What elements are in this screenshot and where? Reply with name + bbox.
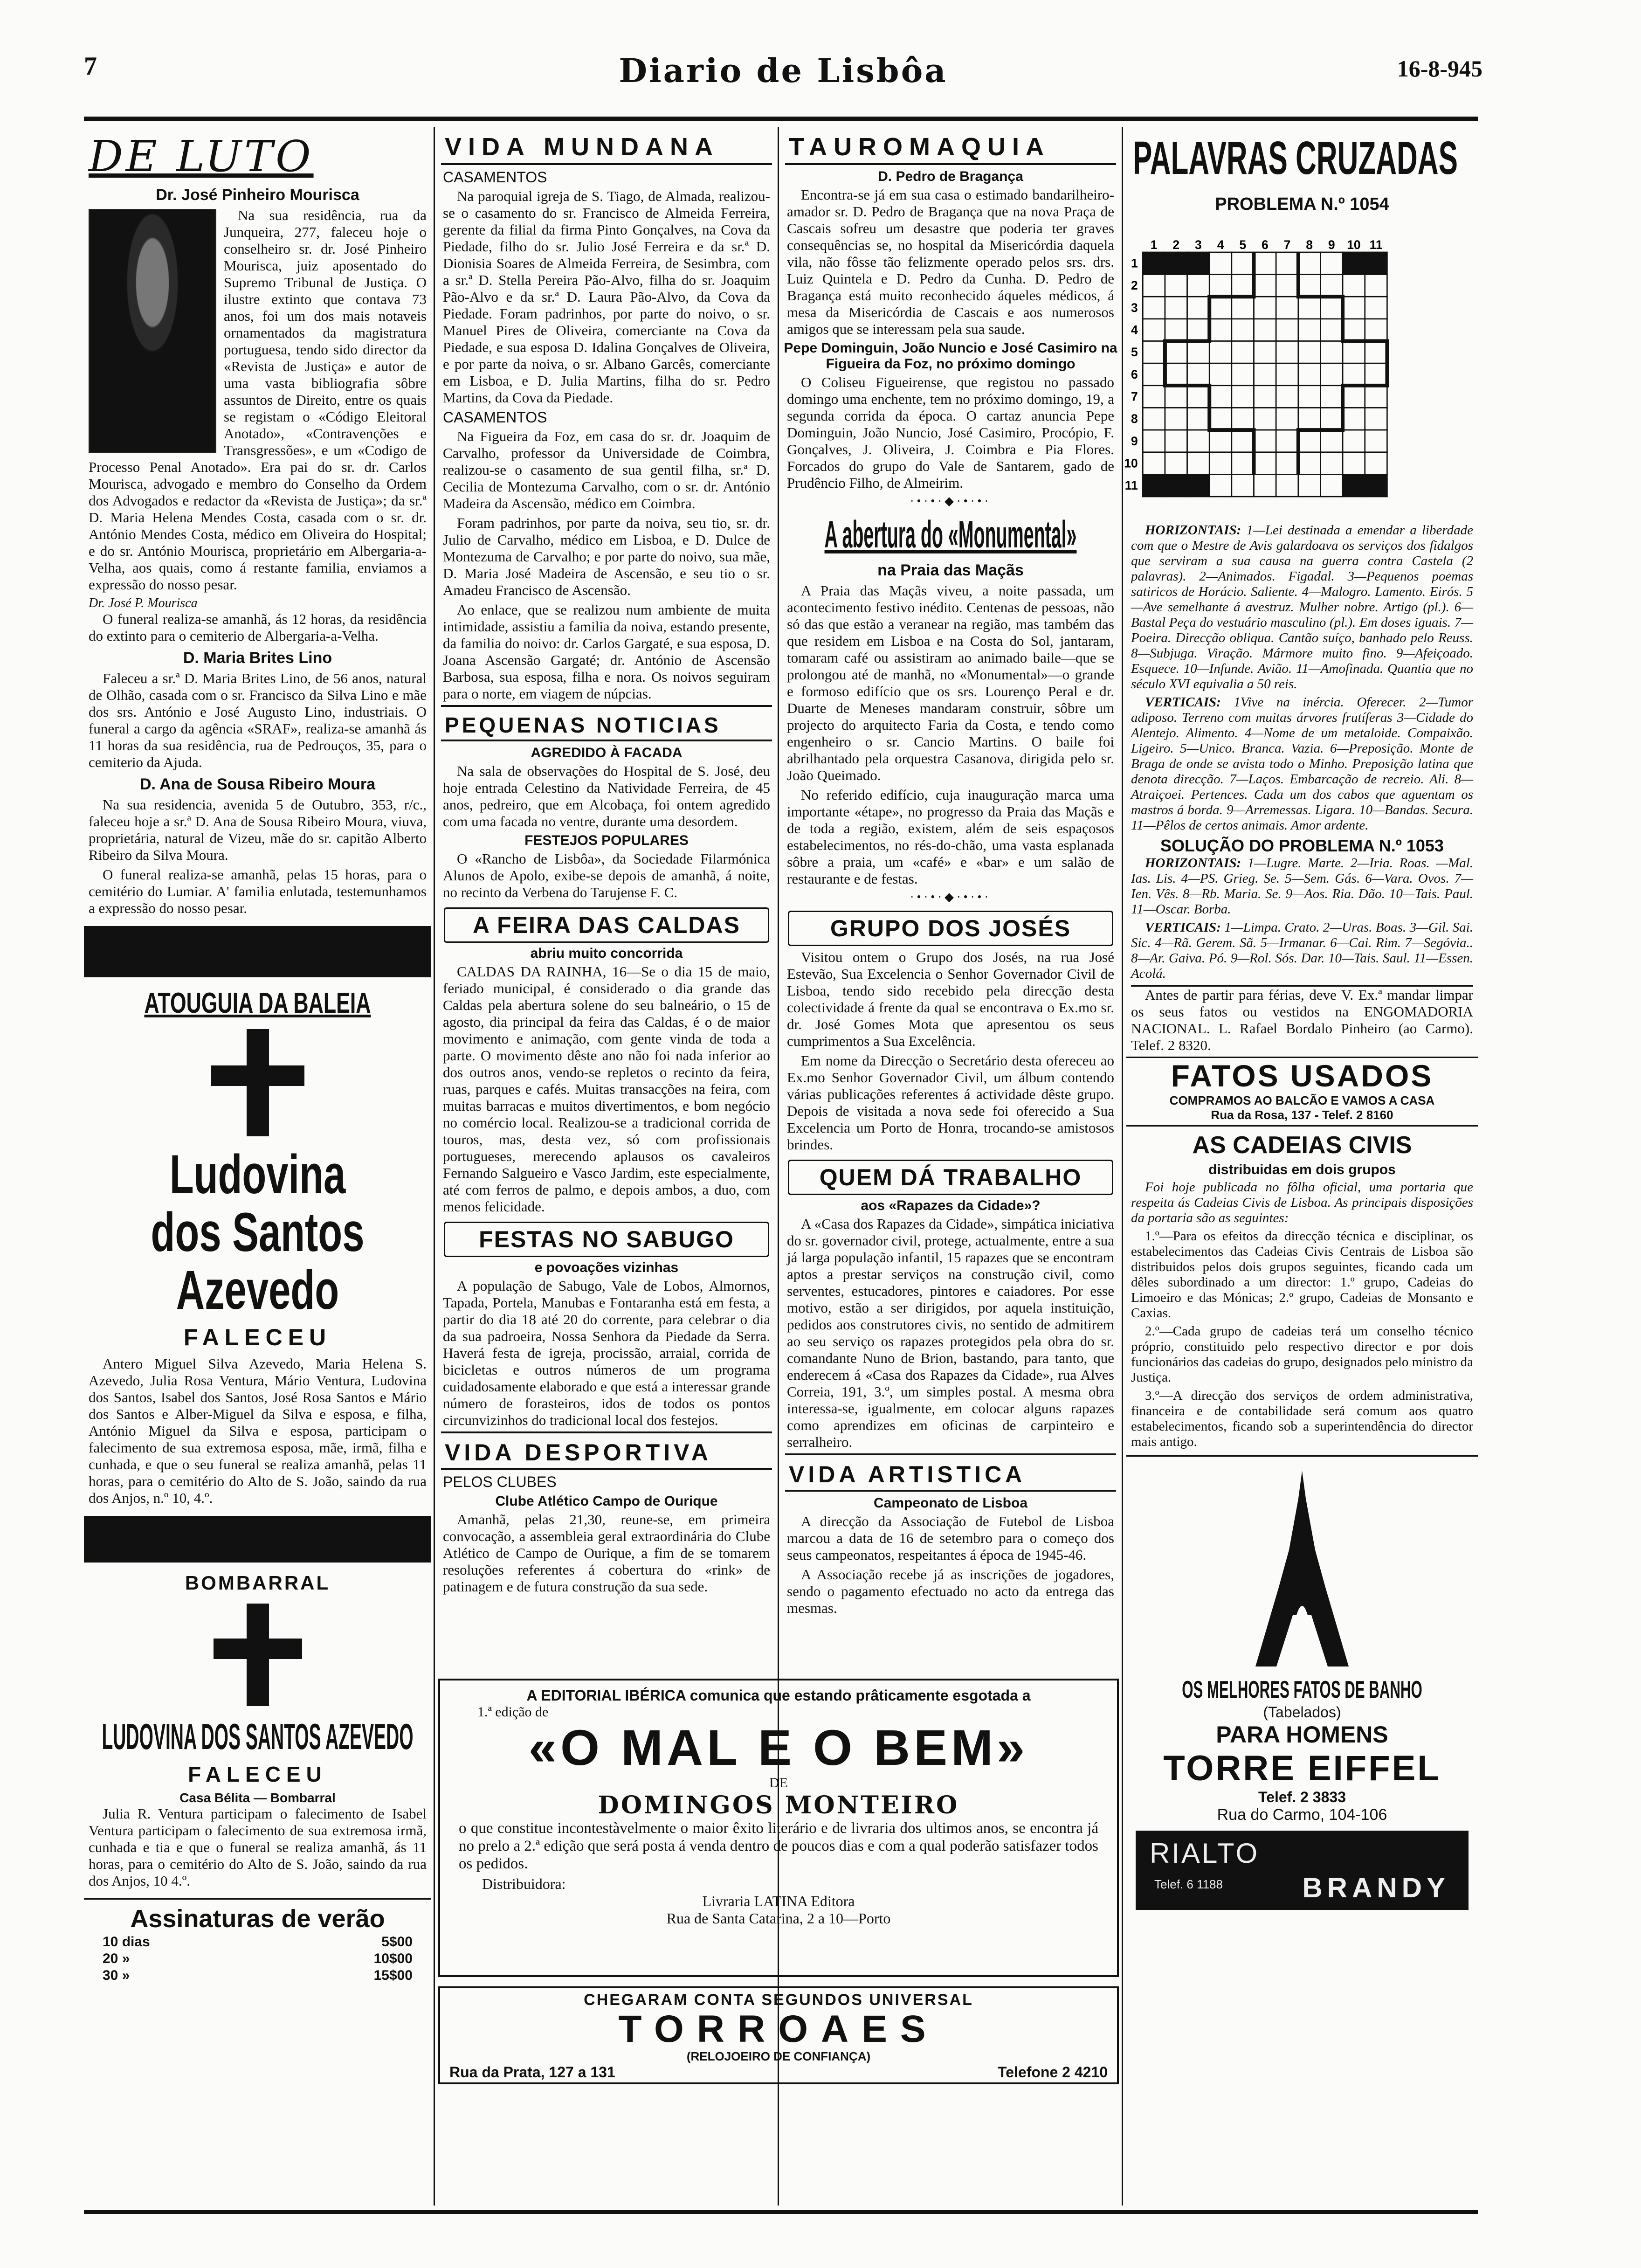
- crossword-row-number: 3: [1131, 300, 1138, 315]
- crossword-cell: [1343, 297, 1365, 319]
- crossword-cell: [1209, 408, 1232, 430]
- crossword-cell: [1143, 319, 1165, 341]
- crossword-cell: [1254, 386, 1276, 408]
- clue-label: VERTICAIS:: [1145, 695, 1221, 710]
- crossword-cell: [1143, 363, 1165, 386]
- article-title: QUEM DÁ TRABALHO: [788, 1160, 1113, 1195]
- crossword-cell: [1276, 474, 1298, 497]
- luto-title: DE LUTO: [89, 131, 314, 181]
- crossword-cell: [1298, 363, 1321, 386]
- crossword-cell: [1320, 297, 1343, 319]
- article-subtitle: distribuidas em dois grupos: [1208, 1162, 1396, 1177]
- crossword-cell: [1232, 363, 1254, 386]
- club-heading: Clube Atlético Campo de Ourique: [495, 1494, 718, 1509]
- crossword-cell: [1187, 319, 1210, 341]
- crossword-cell: [1276, 275, 1298, 297]
- crossword-cell: [1187, 452, 1210, 475]
- ad-body: o que constitue incontestàvelmente o maior êxito literário e de livraria dos ultimos anos, se encontra já no prelo a 2.ª edição que será posta á venda dentro de poucos dias e com a qual poderão satisfazer todos os pedidos.: [459, 1820, 1098, 1872]
- section-title: VIDA ARTISTICA: [785, 1453, 1116, 1492]
- cross-icon: [211, 1029, 304, 1136]
- crossword-cell: [1320, 363, 1343, 386]
- column-4: [1126, 127, 1478, 2206]
- crossword-row-number: 5: [1131, 345, 1138, 360]
- crossword-cell: [1209, 474, 1232, 497]
- crossword-cell: [1143, 386, 1165, 408]
- crossword-cell: [1143, 275, 1165, 297]
- crossword-cell: [1209, 275, 1232, 297]
- ad-line: PARA HOMENS: [1216, 1722, 1388, 1748]
- deceased-name: Ludovina dos Santos: [151, 1144, 365, 1263]
- book-title: «O MAL E O BEM»: [528, 1719, 1029, 1776]
- crossword-row-number: 1: [1131, 256, 1138, 270]
- crossword-cell: [1232, 474, 1254, 497]
- crossword-row-number: 2: [1131, 278, 1138, 293]
- page-number: 7: [84, 52, 97, 81]
- crossword-cell: [1254, 430, 1276, 452]
- ad-line: OS MELHORES FATOS DE BANHO: [1182, 1676, 1422, 1703]
- crossword-cell: [1254, 275, 1276, 297]
- crossword-cell: [1143, 474, 1165, 497]
- article-title: A FEIRA DAS CALDAS: [444, 907, 769, 943]
- crossword-cell: [1365, 341, 1387, 364]
- rate-row: 30 » 15$00: [103, 1968, 413, 1983]
- issue-date: 16-8-945: [1397, 55, 1482, 82]
- notice-place: BOMBARRAL: [185, 1572, 331, 1594]
- ad-line: Rua de Santa Catarina, 2 a 10—Porto: [666, 1910, 891, 1927]
- black-bar: [84, 1516, 431, 1563]
- crossword-cell: [1187, 252, 1210, 275]
- faleceu-label: FALECEU: [188, 1762, 327, 1786]
- crossword-cell: [1276, 363, 1298, 386]
- obituary-text: Na sua residência, rua da Junqueira, 277, faleceu hoje o conselheiro sr. dr. José Pinheiro Mourisca, juiz aposentado do Supremo Tribunal de Justiça. O ilustre extinto que contava 73 anos, foi um dos mais notaveis ornamentados da magistratura portuguesa, tendo sido director da «Revista de Justiça» e autor de uma vasta bibliografia sôbre assuntos de Direito, entre os quais se registam o «Código Eleitoral Anotado», «Contravenções e Transgressões», e um «Codigo de Processo Penal Anotado». Era pai do sr. dr. Carlos Mourisca, advogado e membro do Conselho da Ordem dos Advogados e redactor da «Revista de Justiça»; da sr.ª D. Maria Helena Mendes Costa, casada com o sr. dr. António Mendes Costa, médico em Oliveira do Hospital; e do sr. António Mourisca, proprietário em Albergaria-a-Velha, aos quais, como á restante familia, enviamos a expressão do nosso pesar.: [89, 207, 427, 593]
- obituary-funeral: O funeral realiza-se amanhã, pelas 15 horas, para o cemitério do Lumiar. A' familia enlutada, testemunhamos a expressão do nosso pesar.: [89, 866, 427, 916]
- section-title: TAUROMAQUIA: [785, 127, 1116, 165]
- section-title: PEQUENAS NOTICIAS: [441, 705, 772, 741]
- crossword-cell: [1365, 319, 1387, 341]
- crossword-cell: [1165, 452, 1187, 475]
- crossword-cell: [1320, 452, 1343, 475]
- news-heading: Pepe Dominguin, João Nuncio e José Casimiro na Figueira da Foz, no próximo domingo: [784, 340, 1117, 372]
- crossword-cell: [1254, 474, 1276, 497]
- article-text: Na paroquial igreja de S. Tiago, de Almada, realizou-se o casamento do sr. Francisco de Almeida Ferreira, gerente da filial da firma Pinto Gonçalves, na Cova da Piedade, filho do sr. Julio José Ferreira e da sr.ª D. Dionisia Soares de Almeida Ferreira, de Sesimbra, com a sr.ª D. Stella Pereira Pão-Alvo, filha do sr. Joaquim Pão-Alvo e da sr.ª D. Laura Pão-Alvo, da Cova da Piedade. Foram padrinhos, por parte do noivo, o sr. Manuel Pires de Oliveira, comerciante na Cova da Piedade, e sua esposa D. Idalina Gonçalves de Oliveira, e por parte da noiva, o sr. Albano Garcês, comerciante em Lisboa, e D. Julia Martins, filha do sr. Pedro Martins, da Cova da Piedade.: [443, 188, 770, 406]
- notice-place: ATOUGUIA DA BALEIA: [144, 987, 371, 1019]
- ad-line: (Tabelados): [1263, 1704, 1341, 1721]
- article-text: CALDAS DA RAINHA, 16—Se o dia 15 de maio, feriado municipal, é considerado o dia grande das Caldas pela abertura solene do seu balneário, o 15 de agosto, dia principal da feira das Caldas, é o de maior movimento e animação, com gente vinda de toda a parte. O movimento dêste ano não foi nada inferior ao dos outros anos, vendo-se repletos o recinto da feira, ruas, parques e cafés. Muitas transacções na feira, com muitas barracas e muitos divertimentos, e bom negócio no comércio local. Realizou-se a tradicional corrida de touros, mas, desta vez, só com profissionais portugueses, merecendo aplausos os cavaleiros Fernando Salgueiro e Vasco Jardim, este especialmente, até com ferros de palmo, e depois ambos, a duo, com menos felicidade.: [443, 963, 770, 1215]
- article-text: A Associação recebe já as inscrições de jogadores, sendo o pagamento efectuado no acto da entrega das mesmas.: [787, 1566, 1114, 1616]
- article-text: A «Casa dos Rapazes da Cidade», simpática iniciativa do sr. governador civil, protege, actualmente, entre a sua já larga população infantil, 15 rapazes que se encontram aptos a prestar serviços na construção civil, como serventes, estucadores, pintores e caiadores. Por esse motivo, estão a ser dirigidos, por aquela instituição, pedidos aos construtores civis, no sentido de admitirem ao seu serviço os rapazes protegidos pela obra do sr. comandante Nuno de Brion, bastando, para tanto, que enderecem á «Casa dos Rapazes da Cidade», rua Alves Correia, 191, 3.º, um simples postal. A mesma obra interessa-se, igualmente, em colocar alguns rapazes como aprendizes em oficinas de carpinteiro e serralheiro.: [787, 1216, 1114, 1450]
- crossword-cell: [1365, 252, 1387, 275]
- article-text: Foi hoje publicada no fôlha oficial, uma portaria que respeita ás Cadeias Civis de Lisboa. As principais disposições da portaria são as seguintes:: [1131, 1180, 1473, 1225]
- torroaes-ad: [438, 1986, 1119, 2084]
- obituary-heading: Dr. José Pinheiro Mourisca: [156, 186, 359, 204]
- crossword-cell: [1298, 275, 1321, 297]
- crossword-cell: [1343, 408, 1365, 430]
- crossword-cell: [1320, 386, 1343, 408]
- crossword-cell: [1232, 297, 1254, 319]
- crossword-cell: [1298, 341, 1321, 364]
- section-title: VIDA DESPORTIVA: [441, 1431, 772, 1470]
- crossword-column-number: 3: [1195, 237, 1202, 252]
- news-heading: FESTEJOS POPULARES: [524, 833, 689, 848]
- crossword-cell: [1365, 363, 1387, 386]
- article-text: Ao enlace, que se realizou num ambiente de muita intimidade, assistiu a familia da noiva, estando presente, da familia do noivo: dr. Carlos Gargaté, e sua esposa, D. Joana Ascensão Gargaté; dr. António de Ascensão Barbosa, sua esposa, filha e nora. Os noivos seguiram para o norte, em viagem de núpcias.: [443, 602, 770, 702]
- eiffel-tower-icon: [1232, 1466, 1372, 1671]
- notice-text: Antero Miguel Silva Azevedo, Maria Helena S. Azevedo, Julia Rosa Ventura, Mário Ventura, Ludovina dos Santos, Isabel dos Santos, José Rosa Santos e Mário dos Santos e Alber-Miguel da Silva e esposa, e filha, António Miguel da Silva e esposa, participam o falecimento de sua extremosa esposa, mãe, irmã, filha e cunhada, e que o seu funeral se realiza amanhã, pelas 11 horas, para o cemitério do Alto de S. João, saindo da rua dos Anjos, n.º 10, 4.º.: [89, 1355, 427, 1506]
- obituary-funeral: O funeral realiza-se amanhã, ás 12 horas, da residência do extinto para o cemiterio de Albergaria-a-Velha.: [89, 611, 427, 644]
- clue-label: HORIZONTAIS:: [1145, 856, 1241, 871]
- crossword-column-number: 11: [1369, 237, 1383, 252]
- article-text: 3.º—A direcção dos serviços de ordem administrativa, financeira e de contabilidade será comum aos quatro estabelecimentos, ficando sob a superintendência do director mais antigo.: [1131, 1388, 1473, 1449]
- crossword-cell: [1365, 474, 1387, 497]
- crossword-column-number: 5: [1239, 237, 1247, 252]
- article-text: A Praia das Maçãs viveu, a noite passada, um acontecimento festivo inédito. Centenas de pessoas, não só das que estão a veranear na região, mas também das que residem em Lisboa e na Costa do Sol, jantaram, tomaram café ou assistiram ao animado baile—que se prolongou até de manhã, no «Monumental»—o grande e formoso edifício que os srs. Lourenço Peral e dr. Duarte de Meneses mandaram construir, sôbre um projecto do arquitecto Faria da Costa, e tendo como engenheiro o sr. Cancio Martins. O baile foi abrilhantado pela orquestra Casanova, dirigida pelo sr. João Queimado.: [787, 582, 1114, 783]
- crossword-cell: [1276, 408, 1298, 430]
- masthead: [84, 51, 1482, 103]
- crossword-cell: [1232, 252, 1254, 275]
- column-2: [438, 127, 775, 1735]
- article-text: Na sala de observações do Hospital de S. José, deu hoje entrada Celestino da Natividade Ferreira, de 45 anos, pedreiro, que em Alcobaça, foi ontem agredido com uma facada no ventre, durante uma desordem.: [443, 763, 770, 830]
- ad-line: CHEGARAM CONTA SEGUNDOS UNIVERSAL: [584, 1991, 973, 2009]
- crossword-cell: [1343, 430, 1365, 452]
- ad-line: Telef. 2 3833: [1258, 1789, 1346, 1805]
- crossword-cell: [1165, 341, 1187, 364]
- article-title: GRUPO DOS JOSÉS: [788, 911, 1113, 946]
- deceased-name: Azevedo: [176, 1259, 339, 1321]
- crossword-cell: [1232, 452, 1254, 475]
- article-text: Em nome da Direcção o Secretário desta ofereceu ao Ex.mo Senhor Governador Civil, um álbum contendo várias publicações referentes á actividade dêste grupo. Depois de visitada a nova sede foi oferecido a Sua Excelencia um Porto de Honra, trocando-se amistosos brindes.: [787, 1052, 1114, 1153]
- store-name: TORROAES: [618, 2008, 939, 2050]
- crossword-row-number: 4: [1131, 323, 1138, 337]
- crossword-cell: [1254, 452, 1276, 475]
- crossword-cell: [1343, 275, 1365, 297]
- portrait-photo: [89, 209, 216, 453]
- crossword-cell: [1165, 363, 1187, 386]
- crossword-row-number: 7: [1131, 389, 1138, 404]
- ad-line: A EDITORIAL IBÉRICA comunica que estando prâticamente esgotada a: [526, 1687, 1031, 1704]
- crossword-cell: [1209, 386, 1232, 408]
- cross-icon: [214, 1604, 302, 1706]
- crossword-cell: [1232, 386, 1254, 408]
- crossword-cell: [1254, 319, 1276, 341]
- article-text: A população de Sabugo, Vale de Lobos, Almornos, Tapada, Portela, Manubas e Fontaranha está em festa, a partir do dia 18 até 20 do corrente, para celebrar o dia da sua padroeira, Nossa Senhora da Piedade da Serra. Haverá festa de igreja, procissão, arraial, corrida de bicicletas e outros números de um programa cuidadosamente elaborado e que está a interessar grande número de forasteiros, idos de todos os pontos circunvizinhos do tradicional local dos festejos.: [443, 1278, 770, 1428]
- crossword-cell: [1143, 408, 1165, 430]
- crossword-cell: [1276, 297, 1298, 319]
- contact-row: Rua da Prata, 127 a 131 Telefone 2 4210: [449, 2064, 1108, 2081]
- subsection-label: PELOS CLUBES: [443, 1473, 557, 1490]
- notice-subtitle: Casa Bélita — Bombarral: [179, 1791, 336, 1805]
- crossword-cell: [1343, 363, 1365, 386]
- deceased-name: LUDOVINA DOS SANTOS AZEVEDO: [102, 1716, 414, 1757]
- article-text: 1.º—Para os efeitos da direcção técnica e disciplinar, os estabelecimentos das Cadeias Civis Centrais de Lisboa são distribuidos pelos dois grupos seguintes, ficando cada um dêles subordinado a um director: 1.º grupo, Cadeias do Limoeiro e das Mónicas; 2.º grupo, Cadeias de Monsanto e Caxias.: [1131, 1229, 1473, 1321]
- crossword-cell: [1298, 408, 1321, 430]
- photo-caption: Dr. José P. Mourisca: [89, 596, 198, 610]
- article-text: Visitou ontem o Grupo dos Josés, na rua José Estevão, Sua Excelencia o Senhor Governador Civil de Lisboa, tendo sido recebido pela direcção desta colectividade á frente da qual se encontrava o Ex.mo sr. dr. José Gomes Mota que apresentou os seus cumprimentos a Sua Excelência.: [787, 949, 1114, 1049]
- crossword-cell: [1187, 430, 1210, 452]
- black-bar: [84, 926, 431, 977]
- solution-title: SOLUÇÃO DO PROBLEMA N.º 1053: [1160, 836, 1444, 855]
- article-text: 2.º—Cada grupo de cadeias terá um conselho técnico próprio, constituido pelo respectivo director e por dois funcionários das cadeias do grupo, designados pelo ministro da Justiça.: [1131, 1324, 1473, 1385]
- article-text: O Coliseu Figueirense, que registou no passado domingo uma enchente, tem no próximo domingo, 19, a segunda corrida da época. O cartaz anuncia Pepe Dominguin, João Nuncio, José Casimiro, Procópio, F. Gonçalves, J. Oliveira, J. Coimbra e Pia Flores. Forcados do grupo do Vale de Santarem, gado de Prudêncio Filho, de Almeirim.: [787, 374, 1114, 491]
- crossword-cell: [1187, 408, 1210, 430]
- subscriptions-title: Assinaturas de verão: [130, 1905, 385, 1933]
- article-text: A direcção da Associação de Futebol de Lisboa marcou a data de 16 de setembro para o começo dos seus campeonatos, respeitantes á época de 1945-46.: [787, 1513, 1114, 1563]
- book-author: DOMINGOS MONTEIRO: [598, 1791, 959, 1819]
- ad-line: Rua do Carmo, 104-106: [1217, 1806, 1387, 1824]
- crossword-cell: [1276, 319, 1298, 341]
- brand-name: RIALTO: [1150, 1838, 1260, 1869]
- crossword-column-number: 1: [1150, 237, 1158, 252]
- article-text: Encontra-se já em sua casa o estimado bandarilheiro-amador sr. D. Pedro de Bragança que na nova Praça de Cascais sofreu um desastre que poderia ter graves consequências se, no hospital da Misericórdia daquela vila, não fôsse tão felizmente operado pelos srs. drs. Luiz Quintela e D. Pedro da Cunha. D. Pedro de Bragança está muito reconhecido áqueles médicos, á mesa da Misericórdia de Cascais e aos numerosos amigos que se interessam pela sua saude.: [787, 187, 1114, 337]
- article-text: No referido edifício, cuja inauguração marca uma importante «étape», no progresso da Praia das Maçãs e de toda a região, existem, além de seis espaçosos estabelecimentos, no rés-do-chão, uma vasta esplanada sôbre a praia, um «café» e «bar» e um salão de restaurante e de festas.: [787, 787, 1114, 887]
- phone: Telef. 6 1188: [1154, 1877, 1223, 1891]
- crossword-cell: [1343, 341, 1365, 364]
- news-heading: D. Pedro de Bragança: [878, 169, 1023, 184]
- article-subtitle: e povoações vizinhas: [534, 1260, 679, 1275]
- crossword-cell: [1232, 408, 1254, 430]
- crossword-cell: [1365, 275, 1387, 297]
- article-title: A abertura do «Monumental»: [824, 513, 1077, 556]
- crossword-cell: [1276, 386, 1298, 408]
- subsection-label: CASAMENTOS: [443, 169, 547, 186]
- ad-line: Rua da Rosa, 137 - Telef. 2 8160: [1126, 1108, 1478, 1127]
- article-subtitle: abriu muito concorrida: [530, 946, 683, 961]
- rate-row: 10 dias 5$00: [103, 1934, 413, 1950]
- crossword-cell: [1254, 297, 1276, 319]
- clue-label: HORIZONTAIS:: [1145, 523, 1241, 538]
- obituary-text: Faleceu a sr.ª D. Maria Brites Lino, de 56 anos, natural de Olhão, casada com o sr. Francisco da Silva Lino e mãe dos srs. António e José Augusto Lino, industriais. O funeral a cargo da agência «SRAF», realiza-se amanhã ás 11 horas da sua residência, rua de Pedrouços, 35, para o cemiterio da Ajuda.: [89, 670, 427, 770]
- crossword-column-number: 8: [1306, 237, 1313, 252]
- column-rule: [1122, 127, 1123, 2206]
- ornament-divider: ·•·•·◆·•·•·: [910, 890, 992, 904]
- crossword-cell: [1320, 474, 1343, 497]
- crossword-cell: [1143, 341, 1165, 364]
- ad-line: COMPRAMOS AO BALCÃO E VAMOS A CASA: [1169, 1093, 1435, 1107]
- ad-line: Livraria LATINA Editora: [702, 1893, 855, 1909]
- crossword-column-number: 9: [1328, 237, 1335, 252]
- crossword-cell: [1209, 430, 1232, 452]
- crossword-cell: [1343, 319, 1365, 341]
- news-heading: AGREDIDO À FACADA: [531, 745, 683, 761]
- crossword-cell: [1209, 363, 1232, 386]
- crossword-cell: [1209, 252, 1232, 275]
- crossword-cell: [1320, 430, 1343, 452]
- crossword-cell: [1165, 297, 1187, 319]
- crossword-grid: [1126, 218, 1406, 517]
- crossword-row-number: 10: [1124, 456, 1138, 470]
- obituary-heading: D. Maria Brites Lino: [183, 649, 332, 667]
- crossword-cell: [1343, 474, 1365, 497]
- crossword-column-number: 2: [1172, 237, 1180, 252]
- crossword-cell: [1209, 319, 1232, 341]
- column-3: [782, 127, 1119, 1735]
- page-frame: [84, 117, 1478, 2214]
- crossword-cell: [1143, 430, 1165, 452]
- rialto-brandy-ad: [1136, 1831, 1469, 1910]
- crossword-cell: [1343, 452, 1365, 475]
- crossword-cell: [1143, 297, 1165, 319]
- crossword-cell: [1187, 363, 1210, 386]
- crossword-column-number: 7: [1283, 237, 1291, 252]
- crossword-cell: [1165, 252, 1187, 275]
- ferias-notice: Antes de partir para férias, deve V. Ex.ª mandar limpar os seus fatos ou vestidos na ENGOMADORIA NACIONAL. L. Rafael Bordalo Pinheiro (ao Carmo). Telef. 2 8320.: [1131, 987, 1473, 1053]
- crossword-cell: [1365, 408, 1387, 430]
- ad-line: DE: [769, 1775, 788, 1791]
- fatos-title: FATOS USADOS: [1126, 1057, 1478, 1093]
- clue-label: VERTICAIS:: [1145, 920, 1221, 935]
- crossword-cell: [1187, 297, 1210, 319]
- article-title: FESTAS NO SABUGO: [444, 1222, 769, 1257]
- obituary-text: Na sua residencia, avenida 5 de Outubro, 353, r/c., faleceu hoje a sr.ª D. Ana de Sousa Ribeiro Moura, viuva, proprietária, natural de Vizeu, mãe do sr. capitão Alberto Ribeiro da Silva Moura.: [89, 796, 427, 863]
- crossword-row-number: 6: [1131, 367, 1138, 381]
- crossword-cell: [1343, 252, 1365, 275]
- crossword-cell: [1298, 252, 1321, 275]
- subscriptions-box: [84, 1898, 431, 1984]
- crossword-cell: [1187, 474, 1210, 497]
- crossword-cell: [1143, 252, 1165, 275]
- crossword-row-number: 9: [1131, 434, 1138, 448]
- crossword-cell: [1232, 341, 1254, 364]
- crossword-cell: [1298, 319, 1321, 341]
- crossword-cell: [1254, 252, 1276, 275]
- crossword-row-number: 8: [1131, 412, 1138, 426]
- crossword-cell: [1143, 452, 1165, 475]
- crossword-cell: [1165, 319, 1187, 341]
- crossword-cell: [1365, 430, 1387, 452]
- clues-down: 1Vive na inércia. Oferecer. 2—Tumor adiposo. Terreno com muitas árvores frutíferas 3—Cidade do Alentejo. Alimento. 4—Nome de um metaloide. Compaixão. Ligeiro. 5—Unico. Branca. Vazia. 6—Preposição. Monte de Braga de onde se avista todo o Minho. Preposição latina que denota direcção. 7—Laços. Embarcação de recreio. Ali. 8—Atraiçoei. Pertences. Cada um dos cabos que aguentam os mastros á borda. 9—Arremessas. Ligara. 10—Bandas. Secura. 11—Pêlos de certos animais. Amor ardente.: [1131, 695, 1473, 833]
- clues-across: 1—Lei destinada a emendar a liberdade com que o Mestre de Avis galardoava os serviços dos fidalgos que serviram a sua causa na guerra contra Castela (2 palavras). 2—Animados. Figadal. 3—Pequenos poemas satiricos de Horácio. Saliente. 4—Malogro. Lamento. Eirós. 5—Ave semelhante á avestruz. Mulher nobre. Artigo (pl.). 6—Bastal Peça do vestuário masculino (pl.). Em doses iguais. 7—Poeira. Direcção obliqua. Cantão suíço, banhado pelo Reuss. 8—Subjuga. Viração. Mármore muito fino. 9—Afeiçoado. Esquece. 10—Infunde. Avião. 11—Amofinada. Quantia que no século XVI equivalia a 50 reis.: [1131, 523, 1474, 691]
- crossword-cell: [1320, 341, 1343, 364]
- crossword-cell: [1320, 275, 1343, 297]
- crossword-cell: [1165, 474, 1187, 497]
- crossword-cell: [1276, 252, 1298, 275]
- crossword-cell: [1232, 430, 1254, 452]
- article-subtitle: Campeonato de Lisboa: [873, 1495, 1028, 1511]
- ad-line: (RELOJOEIRO DE CONFIANÇA): [686, 2049, 871, 2063]
- column-1: [84, 127, 431, 2206]
- crossword-column-number: 10: [1347, 237, 1361, 252]
- crossword-cell: [1254, 363, 1276, 386]
- subsection-label: CASAMENTOS: [443, 409, 547, 426]
- article-text: O «Rancho de Lisbôa», da Sociedade Filarmónica Alunos de Apolo, exibe-se depois de amanhã, á noite, no recinto da Verbena do Tarujense F. C.: [443, 850, 770, 900]
- crossword-cell: [1165, 408, 1187, 430]
- store-name: TORRE EIFFEL: [1163, 1749, 1441, 1788]
- crossword-cell: [1232, 319, 1254, 341]
- crossword-cell: [1187, 386, 1210, 408]
- notice-text: Julia R. Ventura participam o falecimento de Isabel Ventura participam o falecimento de sua extremosa irmã, cunhada e tia e que o funeral se realiza amanhã, ás 11 horas, para o cemitério do Alto de S. João, saindo da rua dos Anjos, 10 4.º.: [89, 1805, 427, 1889]
- faleceu-label: FALECEU: [183, 1324, 332, 1350]
- crossword-column-number: 4: [1217, 237, 1224, 252]
- brand-product: BRANDY: [1302, 1872, 1450, 1903]
- crossword-cell: [1276, 430, 1298, 452]
- crossword-cell: [1298, 386, 1321, 408]
- crossword-cell: [1165, 275, 1187, 297]
- crossword-row-number: 11: [1124, 478, 1138, 493]
- solution-across: 1—Lugre. Marte. 2—Iria. Roas. —Mal. Ias. Lis. 4—PS. Grieg. Se. 5—Sem. Gás. 6—Vara. Ovos. 7—Ien. Vês. 8—Rb. Maria. Se. 9—Aos. Ria. Dão. 10—Tais. Paul. 11—Oscar. Borba.: [1131, 856, 1474, 917]
- crossword-cell: [1320, 319, 1343, 341]
- crossword-cell: [1209, 297, 1232, 319]
- article-text: Foram padrinhos, por parte da noiva, seu tio, sr. dr. Julio de Carvalho, médico em Lisboa, e D. Dulce de Montezuma de Carvalho; e por parte do noivo, sua mãe, D. Maria José Madeira de Ascensão, e seu tio o sr. Amadeu Francisco de Ascensão.: [443, 515, 770, 598]
- article-subtitle: na Praia das Maçãs: [877, 561, 1024, 579]
- crossword-cell: [1298, 474, 1321, 497]
- ad-line: 1.ª edição de: [477, 1704, 549, 1720]
- crossword-cell: [1298, 297, 1321, 319]
- article-subtitle: aos «Rapazes da Cidade»?: [861, 1198, 1041, 1213]
- crossword-title: PALAVRAS CRUZADAS: [1133, 132, 1458, 184]
- crossword-cell: [1165, 430, 1187, 452]
- crossword-cell: [1298, 452, 1321, 475]
- section-title: VIDA MUNDANA: [441, 127, 772, 165]
- crossword-cell: [1232, 275, 1254, 297]
- article-text: Na Figueira da Foz, em casa do sr. dr. Joaquim de Carvalho, professor da Universidade de Coimbra, realizou-se o casamento de sua gentil filha, sr.ª D. Cecilia de Montezuma Carvalho, com o sr. dr. António Madeira da Ascensão, médico em Coimbra.: [443, 428, 770, 512]
- crossword-cell: [1187, 275, 1210, 297]
- newspaper-title: Diario de Lisbôa: [619, 51, 948, 90]
- torre-eiffel-ad: [1126, 1455, 1478, 1824]
- problem-number: PROBLEMA N.º 1054: [1215, 194, 1389, 214]
- obituary-heading: D. Ana de Sousa Ribeiro Moura: [139, 775, 376, 793]
- crossword-column-number: 6: [1261, 237, 1269, 252]
- crossword-cell: [1343, 386, 1365, 408]
- crossword-cell: [1209, 452, 1232, 475]
- article-text: Amanhã, pelas 21,30, reune-se, em primeira convocação, a assembleia geral extraordinária do Clube Atlético de Campo de Ourique, a fim de se tomarem resoluções referentes á cobertura do «rink» de patinagem e de futura construção da sua sede.: [443, 1511, 770, 1595]
- crossword-cell: [1187, 341, 1210, 364]
- crossword-cell: [1298, 430, 1321, 452]
- article-title: AS CADEIAS CIVIS: [1192, 1132, 1412, 1159]
- crossword-cell: [1276, 341, 1298, 364]
- crossword-cell: [1165, 386, 1187, 408]
- crossword-cell: [1365, 297, 1387, 319]
- editorial-ad: [438, 1679, 1119, 1977]
- crossword-cell: [1320, 408, 1343, 430]
- crossword-cell: [1254, 408, 1276, 430]
- rate-row: 20 » 10$00: [103, 1951, 413, 1966]
- ad-line: Distribuidora:: [482, 1875, 566, 1892]
- ornament-divider: ·•·•·◆·•·•·: [910, 494, 992, 508]
- crossword-cell: [1276, 452, 1298, 475]
- crossword-cell: [1365, 386, 1387, 408]
- crossword-cell: [1209, 341, 1232, 364]
- column-rule: [434, 127, 435, 2206]
- crossword-cell: [1365, 452, 1387, 475]
- crossword-cell: [1320, 252, 1343, 275]
- crossword-cell: [1254, 341, 1276, 364]
- solution-down: 1—Limpa. Crato. 2—Uras. Boas. 3—Gil. Sai. Sic. 4—Rã. Gerem. Sã. 5—Irmanar. 6—Cai. Rim. 7—Segóvia.. 8—Ar. Gaiva. Pó. 9—Rol. Sós. Dar. 10—Tais. Saul. 11—Essen. Acolá.: [1131, 920, 1473, 981]
